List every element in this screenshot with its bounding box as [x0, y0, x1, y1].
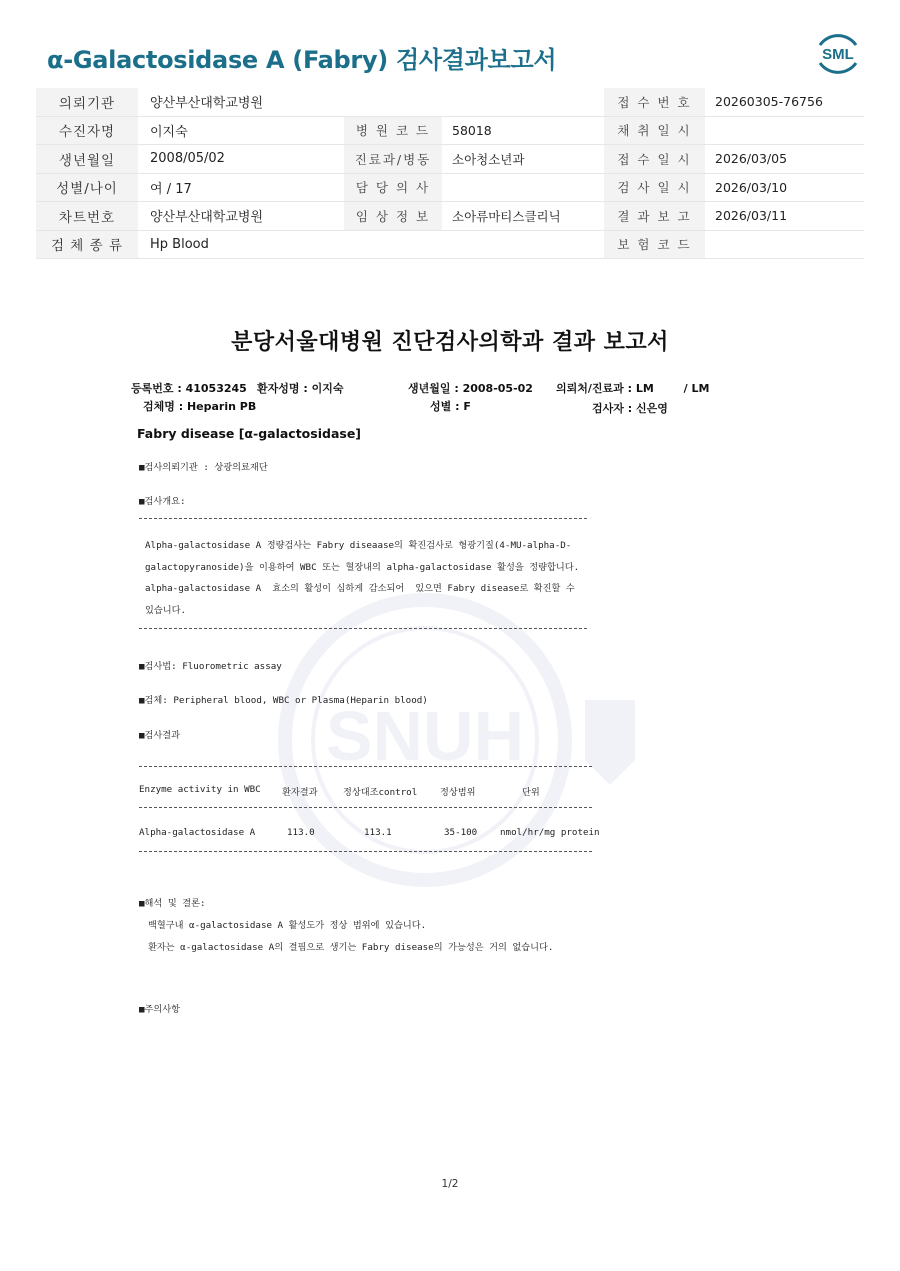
lab-line: ■검사의뢰기관 : 상광의료재단 — [139, 462, 268, 473]
section-title: Fabry disease [α-galactosidase] — [137, 426, 362, 441]
info-label: 결 과 보 고 — [604, 202, 705, 231]
patient-name: 환자성명 : 이지숙 — [257, 382, 344, 395]
method-line: ■검사법: Fluorometric assay — [139, 661, 282, 672]
divider — [139, 628, 587, 629]
info-label: 수진자명 — [36, 116, 138, 145]
info-label: 병 원 코 드 — [344, 116, 442, 145]
result-cell: 113.0 — [287, 827, 315, 838]
info-value: 소아청소년과 — [442, 145, 604, 174]
info-value: 양산부산대학교병원 — [138, 202, 344, 231]
result-col-header: Enzyme activity in WBC — [139, 784, 261, 795]
result-cell: 113.1 — [364, 827, 392, 838]
info-label: 채 취 일 시 — [604, 116, 705, 145]
info-value: 이지숙 — [138, 116, 344, 145]
date-of-birth: 생년월일 : 2008-05-02 — [408, 382, 533, 395]
divider — [139, 851, 592, 852]
info-row — [36, 116, 864, 145]
info-value — [705, 116, 864, 145]
info-value: 여 / 17 — [138, 173, 344, 202]
info-label: 의뢰기관 — [36, 88, 138, 116]
watermark-text: SNUH — [325, 697, 525, 775]
result-heading: ■검사결과 — [139, 730, 181, 741]
overview-heading: ■검사개요: — [139, 496, 186, 507]
info-value: 2026/03/10 — [705, 173, 864, 202]
info-value: Hp Blood — [138, 230, 344, 259]
divider — [139, 807, 592, 808]
info-label: 검 체 종 류 — [36, 230, 138, 259]
result-col-header: 환자결과 — [282, 787, 318, 798]
interpretation-line: 환자는 α-galactosidase A의 결핍으로 생기는 Fabry disease의 가능성은 거의 없습니다. — [148, 942, 554, 953]
info-label: 담 당 의 사 — [344, 173, 442, 202]
divider — [139, 766, 592, 767]
specimen-line: ■검체: Peripheral blood, WBC or Plasma(Heparin blood) — [139, 695, 428, 706]
info-label — [344, 88, 442, 116]
info-value: 2008/05/02 — [138, 145, 344, 174]
info-value — [442, 88, 604, 116]
logo-text: SML — [822, 46, 854, 63]
result-col-header: 정상대조control — [343, 787, 418, 798]
divider — [139, 518, 587, 519]
info-value — [705, 230, 864, 259]
result-col-header: 단위 — [522, 787, 540, 798]
requesting-department: 의뢰처/진료과 : LM / LM — [556, 382, 710, 395]
info-value: 20260305-76756 — [705, 88, 864, 116]
info-row — [36, 173, 864, 202]
info-value: 58018 — [442, 116, 604, 145]
interpretation-line: 백혈구내 α-galactosidase A 활성도가 정상 범위에 있습니다. — [148, 920, 427, 931]
info-row — [36, 202, 864, 231]
report-title: α-Galactosidase A (Fabry) 검사결과보고서 — [47, 46, 557, 74]
result-cell: nmol/hr/mg protein — [500, 827, 600, 838]
info-row — [36, 145, 864, 174]
info-row — [36, 230, 864, 259]
snuh-watermark — [250, 590, 635, 895]
result-col-header: 정상범위 — [440, 787, 476, 798]
info-label: 성별/나이 — [36, 173, 138, 202]
overview-line: Alpha-galactosidase A 정량검사는 Fabry diseaase의 확진검사로 형광기질(4-MU-alpha-D- — [145, 540, 572, 551]
info-label: 생년월일 — [36, 145, 138, 174]
info-label: 보 험 코 드 — [604, 230, 705, 259]
result-cell: Alpha-galactosidase A — [139, 827, 256, 838]
info-label: 차트번호 — [36, 202, 138, 231]
info-value — [442, 173, 604, 202]
overview-line: galactopyranoside)을 이용하여 WBC 또는 혈장내의 alpha-galactosidase 활성을 정량합니다. — [145, 562, 580, 573]
info-label: 진료과/병동 — [344, 145, 442, 174]
info-value: 2026/03/11 — [705, 202, 864, 231]
overview-line: alpha-galactosidase A 효소의 활성이 심하게 감소되어 있으면 Fabry disease로 확진할 수 — [145, 583, 575, 594]
info-label: 검 사 일 시 — [604, 173, 705, 202]
registration-number: 등록번호 : 41053245 — [131, 382, 247, 395]
result-cell: 35-100 — [444, 827, 478, 838]
page-number: 1/2 — [441, 1178, 459, 1190]
info-label: 임 상 정 보 — [344, 202, 442, 231]
report-main-title: 분당서울대병원 진단검사의학과 결과 보고서 — [231, 330, 669, 355]
sml-logo — [812, 30, 864, 76]
caution-heading: ■주의사항 — [139, 1004, 181, 1015]
info-label — [344, 230, 442, 259]
sex: 성별 : F — [430, 400, 471, 413]
info-value: 양산부산대학교병원 — [138, 88, 344, 116]
info-value — [442, 230, 604, 259]
overview-line: 있습니다. — [145, 605, 187, 616]
patient-info-table — [36, 88, 864, 259]
info-value: 2026/03/05 — [705, 145, 864, 174]
info-label: 접 수 번 호 — [604, 88, 705, 116]
examiner: 검사자 : 신은영 — [592, 402, 668, 415]
specimen-name: 검체명 : Heparin PB — [143, 400, 257, 413]
info-label: 접 수 일 시 — [604, 145, 705, 174]
info-row — [36, 88, 864, 116]
interpretation-heading: ■해석 및 결론: — [139, 898, 206, 909]
info-value: 소아류마티스클리닉 — [442, 202, 604, 231]
